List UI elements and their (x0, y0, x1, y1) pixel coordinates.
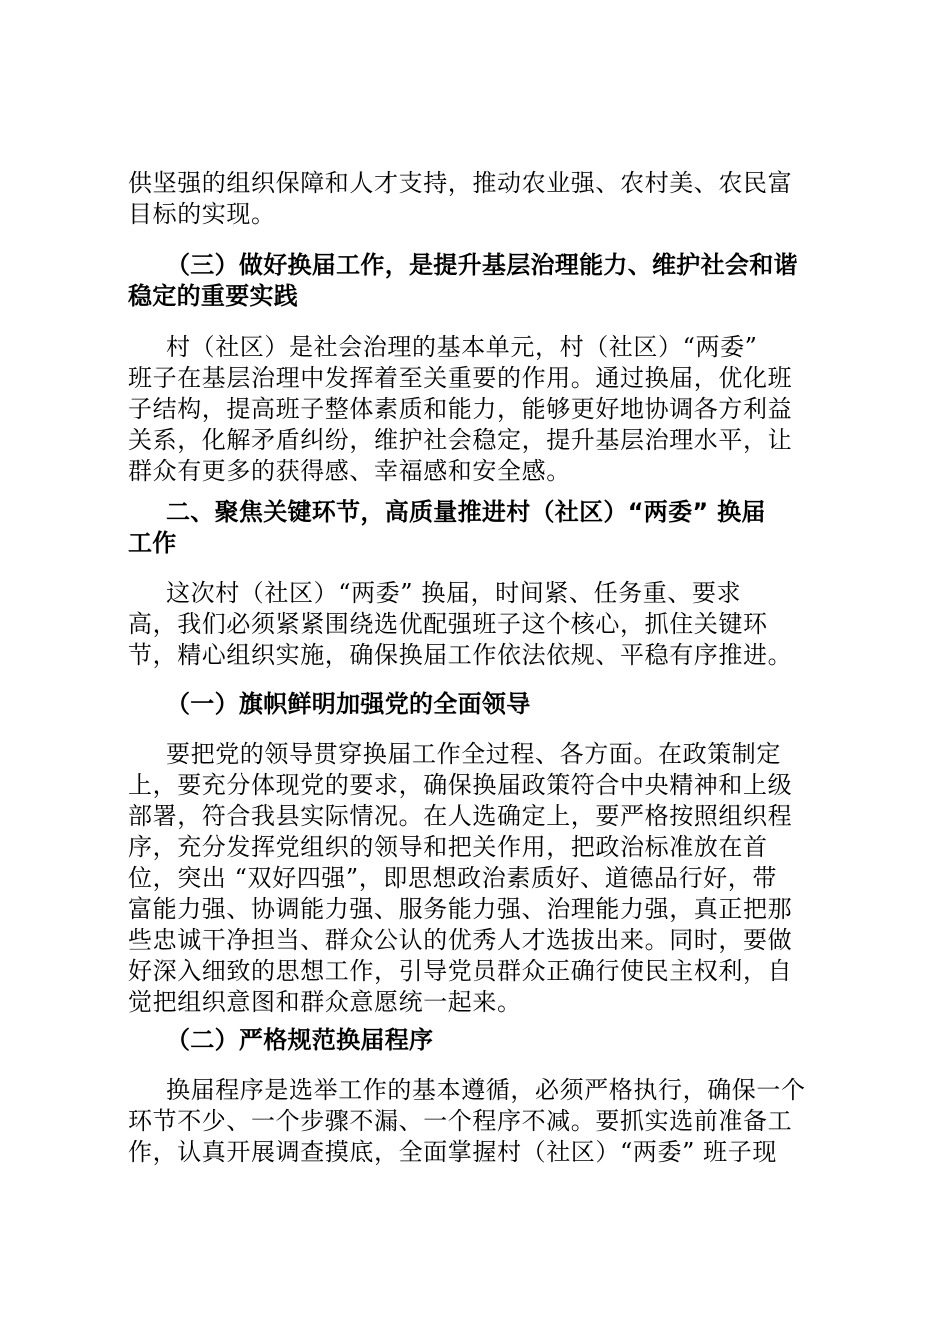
text-line: 班子在基层治理中发挥着至关重要的作用。通过换届，优化班 (128, 364, 793, 392)
heading-line: （二）严格规范换届程序 (166, 1026, 434, 1054)
section-heading-1 (128, 689, 838, 720)
heading-line: 二、聚焦关键环节，高质量推进村（社区）“两委” 换届 (166, 498, 766, 526)
text-line: 要把党的领导贯穿换届工作全过程、各方面。在政策制定 (166, 740, 781, 768)
section-heading-2 (128, 1025, 838, 1056)
text-line: 高，我们必须紧紧围绕选优配强班子这个核心，抓住关键环 (128, 610, 768, 638)
heading-line: 工作 (128, 529, 177, 557)
text-line: 作，认真开展调查摸底，全面掌握村（社区）“两委” 班子现 (128, 1138, 777, 1166)
chapter-heading-2 (128, 497, 838, 559)
paragraph-leadership (128, 739, 838, 1018)
text-line: 上，要充分体现党的要求，确保换届政策符合中央精神和上级 (128, 771, 793, 799)
text-line: 子结构，提高班子整体素质和能力，能够更好地协调各方利益 (128, 395, 793, 423)
text-line: 好深入细致的思想工作，引导党员群众正确行使民主权利，自 (128, 957, 793, 985)
heading-line: （一）旗帜鲜明加强党的全面领导 (166, 690, 531, 718)
text-line: 村（社区）是社会治理的基本单元，村（社区）“两委” (166, 333, 758, 361)
section-heading-3 (128, 250, 838, 312)
text-line: 部署，符合我县实际情况。在人选确定上，要严格按照组织程 (128, 802, 793, 830)
text-line: 群众有更多的获得感、幸福感和安全感。 (128, 457, 571, 485)
text-line: 关系，化解矛盾纠纷，维护社会稳定，提升基层治理水平，让 (128, 426, 793, 454)
text-line: 序，充分发挥党组织的领导和把关作用，把政治标准放在首 (128, 833, 768, 861)
paragraph-governance (128, 332, 838, 487)
text-line: 这次村（社区）“两委” 换届，时间紧、任务重、要求 (166, 579, 742, 607)
text-line: 节，精心组织实施，确保换届工作依法依规、平稳有序推进。 (128, 641, 793, 669)
text-line: 目标的实现。 (128, 200, 276, 228)
text-line: 换届程序是选举工作的基本遵循，必须严格执行，确保一个 (166, 1076, 806, 1104)
text-line: 些忠诚干净担当、群众公认的优秀人才选拔出来。同时，要做 (128, 926, 793, 954)
paragraph-continued (128, 168, 838, 230)
text-line: 位，突出 “双好四强”，即思想政治素质好、道德品行好，带 (128, 864, 777, 892)
text-line: 供坚强的组织保障和人才支持，推动农业强、农村美、农民富 (128, 169, 793, 197)
paragraph-overview (128, 578, 838, 671)
heading-line: （三）做好换届工作，是提升基层治理能力、维护社会和谐 (166, 251, 798, 279)
text-line: 觉把组织意图和群众意愿统一起来。 (128, 988, 522, 1016)
text-line: 环节不少、一个步骤不漏、一个程序不减。要抓实选前准备工 (128, 1107, 793, 1135)
heading-line: 稳定的重要实践 (128, 282, 299, 310)
text-line: 富能力强、协调能力强、服务能力强、治理能力强，真正把那 (128, 895, 793, 923)
paragraph-procedure (128, 1075, 838, 1168)
